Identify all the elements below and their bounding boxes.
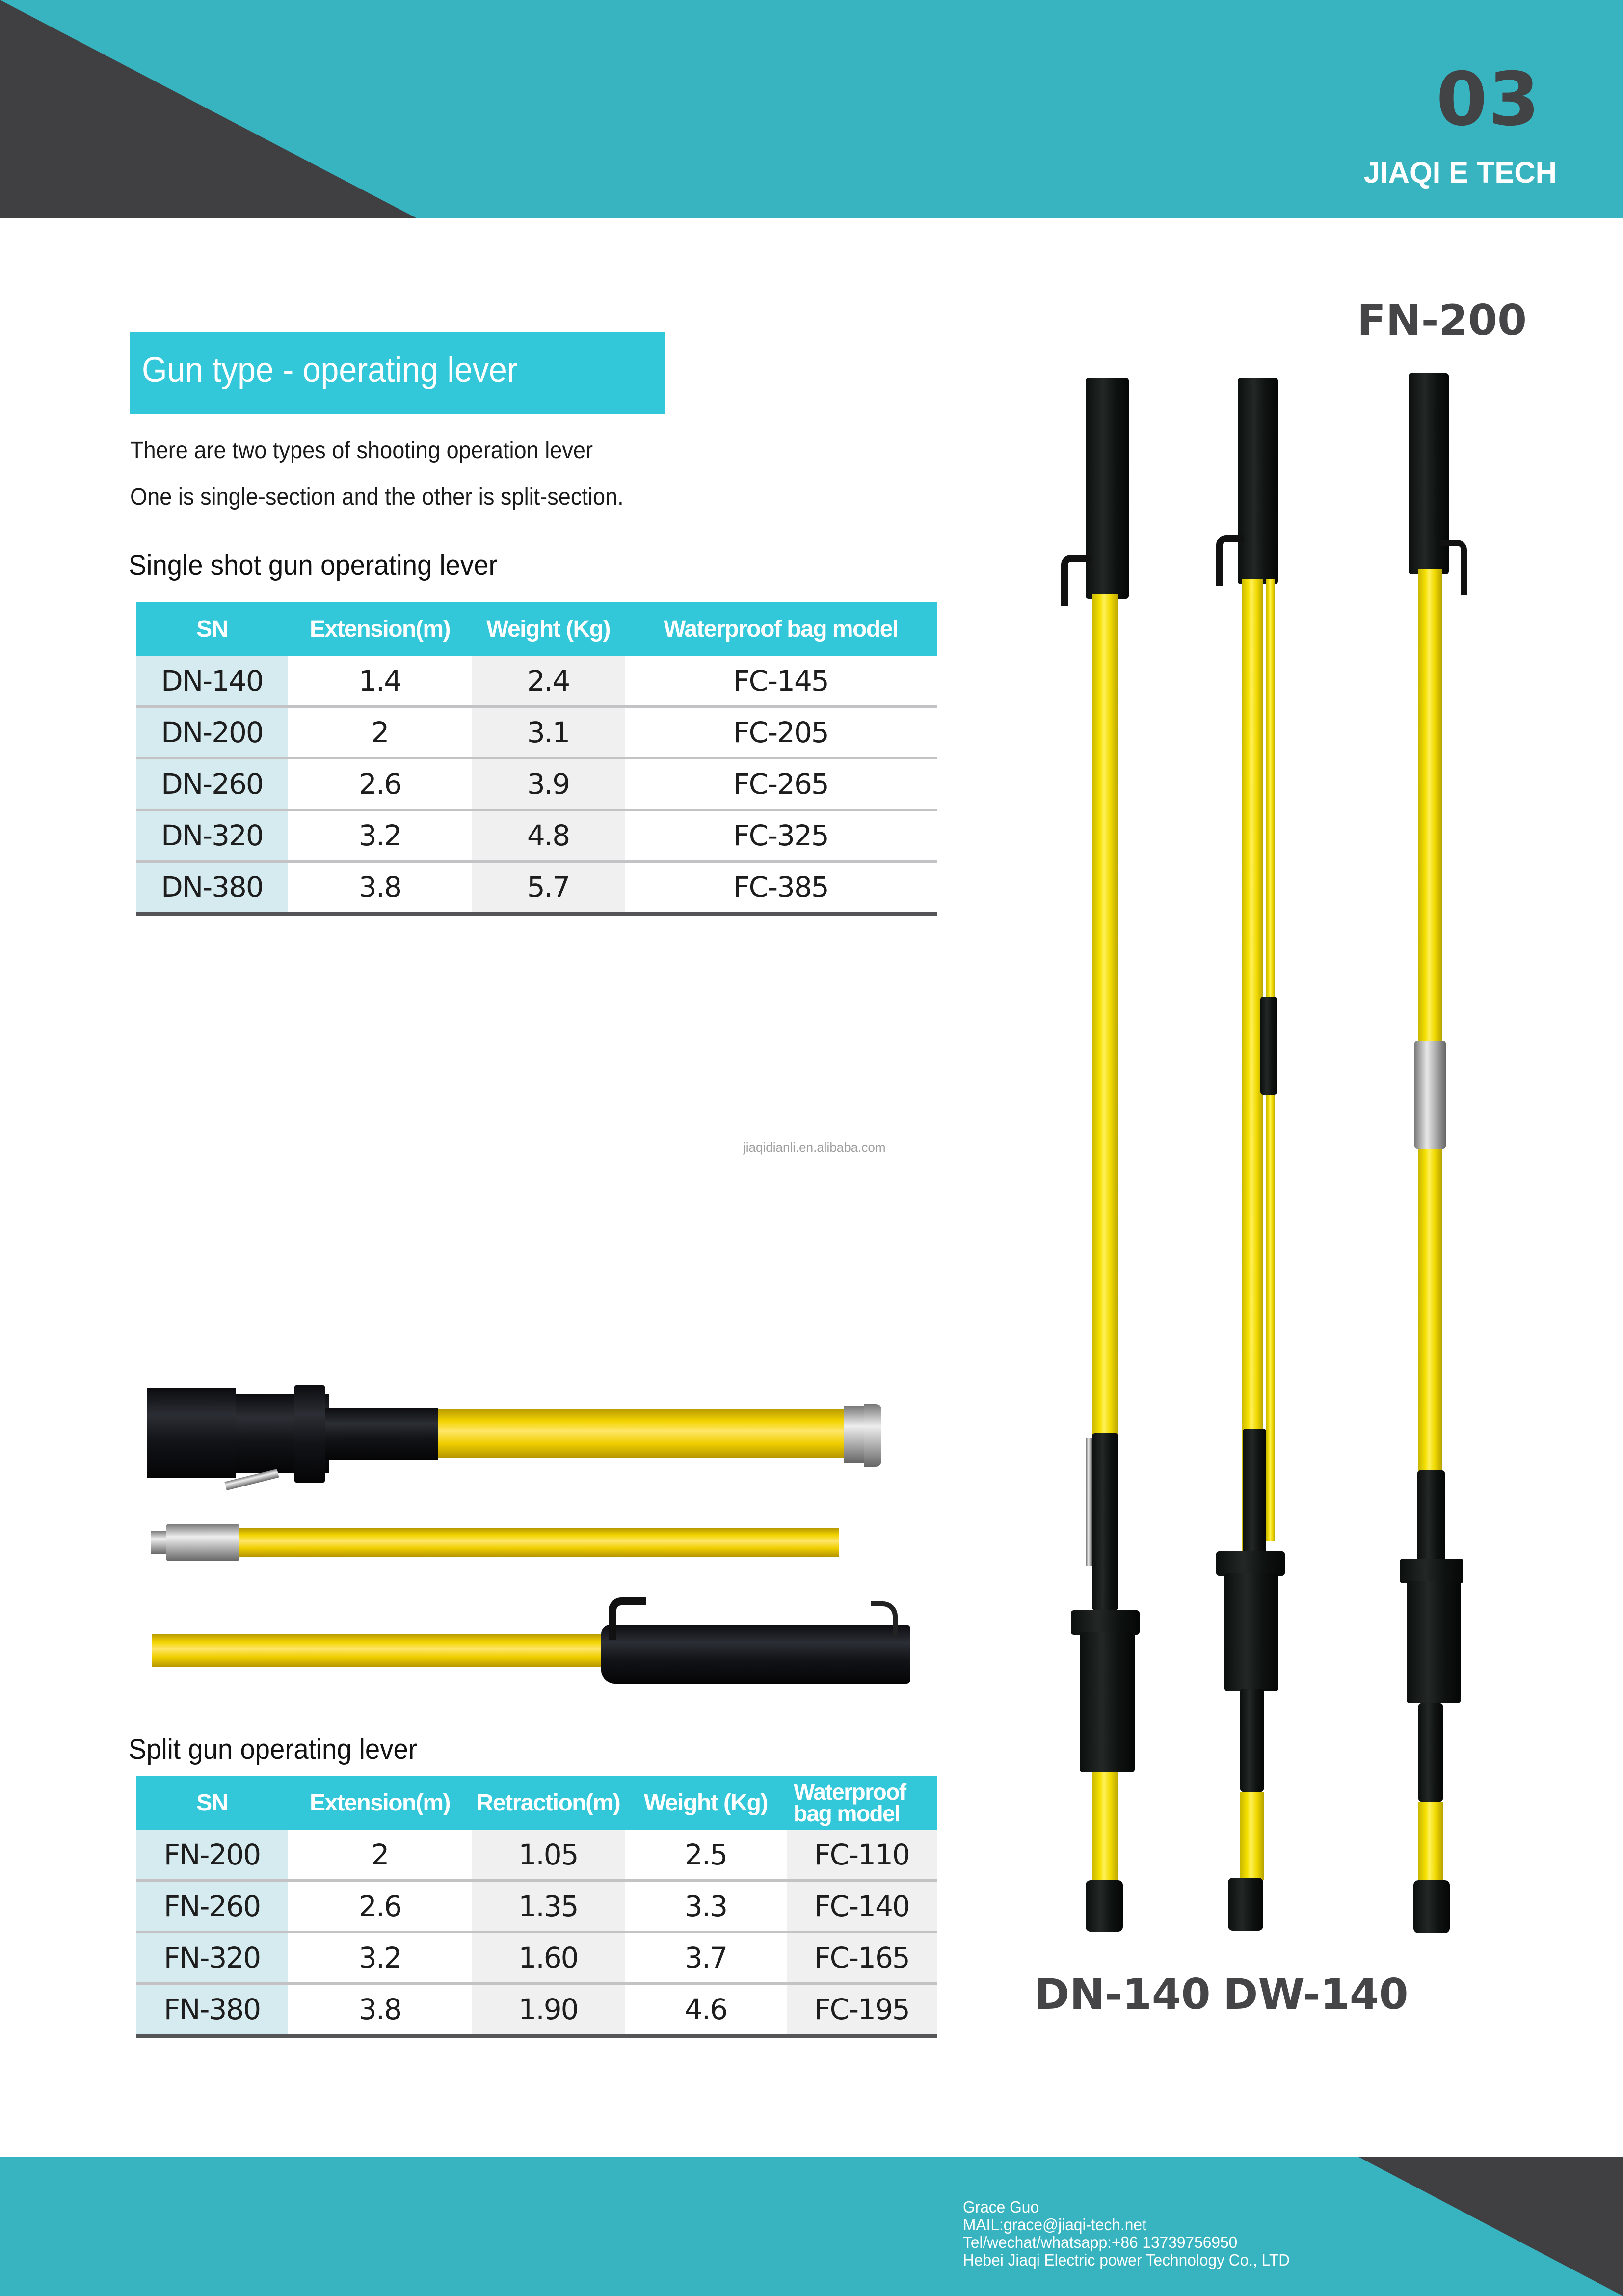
- yellow-rod: [438, 1409, 845, 1458]
- cell-extension: 1.4: [288, 656, 472, 707]
- cell-extension: 2.6: [288, 1881, 472, 1932]
- black-sleeve: [1240, 1689, 1264, 1792]
- col-header-retraction: Retraction(m): [472, 1776, 625, 1830]
- cell-weight: 4.6: [625, 1984, 787, 2036]
- cell-bag-model: FC-195: [787, 1984, 937, 2036]
- col-header-sn: SN: [136, 1776, 288, 1830]
- col-header-weight: Weight (Kg): [625, 1776, 787, 1830]
- table-header-row: [136, 602, 937, 656]
- table-row: [136, 1984, 937, 2036]
- page-footer: [0, 2157, 1623, 2296]
- single-shot-spec-table: [136, 602, 937, 916]
- watermark-text: jiaqidianli.en.alibaba.com: [743, 1140, 886, 1155]
- cell-weight: 4.8: [472, 810, 625, 862]
- grip-housing: [1224, 1573, 1278, 1691]
- black-sleeve: [1417, 1470, 1445, 1564]
- collar: [1400, 1559, 1463, 1583]
- black-sleeve: [1418, 1703, 1443, 1802]
- cell-sn: FN-200: [136, 1830, 288, 1881]
- collar: [1071, 1610, 1140, 1635]
- model-label-dw-140: DW-140: [1223, 1970, 1409, 2019]
- cell-extension: 3.2: [288, 1932, 472, 1984]
- black-housing: [147, 1388, 236, 1478]
- cell-bag-model: FC-110: [787, 1830, 937, 1881]
- black-sleeve: [325, 1408, 438, 1460]
- cell-weight: 2.4: [472, 656, 625, 707]
- table-row: [136, 810, 937, 862]
- col-header-sn: SN: [136, 602, 288, 656]
- col-header-bag-model: Waterproof bag model: [787, 1776, 937, 1830]
- cell-bag-model: FC-325: [625, 810, 937, 862]
- cell-weight: 3.9: [472, 758, 625, 810]
- page-header: [0, 0, 1623, 218]
- cell-extension: 3.2: [288, 810, 472, 862]
- table-row: [136, 1881, 937, 1932]
- cell-weight: 3.1: [472, 707, 625, 758]
- contact-phone: Tel/wechat/whatsapp:+86 13739756950: [963, 2233, 1238, 2251]
- metal-rail: [1086, 1438, 1092, 1566]
- thread-tip: [151, 1531, 166, 1554]
- rear-hook-icon: [871, 1601, 898, 1636]
- yellow-rod: [1092, 1772, 1118, 1880]
- yellow-rod: [1240, 1792, 1264, 1880]
- collar: [1216, 1551, 1285, 1576]
- cell-extension: 2: [288, 1830, 472, 1881]
- yellow-rod: [1418, 1802, 1443, 1883]
- model-label-fn-200: FN-200: [1357, 296, 1527, 345]
- cell-bag-model: FC-205: [625, 707, 937, 758]
- table-row: [136, 656, 937, 707]
- cell-bag-model: FC-165: [787, 1932, 937, 1984]
- rod-clip: [1260, 997, 1277, 1095]
- contact-company: Hebei Jiaqi Electric power Technology Co., LTD: [963, 2251, 1290, 2269]
- model-label-dn-140: DN-140: [1035, 1970, 1211, 2019]
- cell-extension: 3.8: [288, 1984, 472, 2036]
- brand-name: JIAQI E TECH: [1363, 156, 1557, 189]
- cell-weight: 3.7: [625, 1932, 787, 1984]
- end-cap: [1228, 1878, 1263, 1931]
- col-header-weight: Weight (Kg): [472, 602, 625, 656]
- single-shot-heading: Single shot gun operating lever: [129, 549, 498, 581]
- black-clamp: [294, 1385, 325, 1483]
- cell-bag-model: FC-140: [787, 1881, 937, 1932]
- cell-retraction: 1.90: [472, 1984, 625, 2036]
- cell-extension: 2: [288, 707, 472, 758]
- cell-weight: 3.3: [625, 1881, 787, 1932]
- page-number: 03: [1436, 57, 1541, 142]
- cell-sn: DN-260: [136, 758, 288, 810]
- black-sleeve: [1092, 1433, 1118, 1610]
- table-row: [136, 707, 937, 758]
- table-row: [136, 1932, 937, 1984]
- yellow-rod: [152, 1634, 606, 1667]
- black-hook-head: [601, 1625, 910, 1684]
- cell-retraction: 1.05: [472, 1830, 625, 1881]
- hook-icon: [1061, 555, 1091, 606]
- split-heading: Split gun operating lever: [129, 1733, 417, 1765]
- hook-icon: [1440, 540, 1467, 595]
- grip-housing: [1407, 1581, 1461, 1703]
- contact-block: [963, 2198, 1304, 2269]
- cell-sn: DN-320: [136, 810, 288, 862]
- intro-line-1: There are two types of shooting operation lever: [130, 437, 593, 463]
- grip-housing: [1080, 1632, 1135, 1772]
- cell-retraction: 1.60: [472, 1932, 625, 1984]
- split-spec-table: [136, 1776, 937, 2038]
- metal-coupler: [1414, 1041, 1446, 1149]
- cell-sn: DN-200: [136, 707, 288, 758]
- table-row: [136, 758, 937, 810]
- cell-extension: 2.6: [288, 758, 472, 810]
- cell-sn: DN-380: [136, 862, 288, 914]
- front-hook-icon: [609, 1597, 646, 1640]
- cell-bag-model: FC-265: [625, 758, 937, 810]
- yellow-rod: [239, 1528, 439, 1557]
- metal-connector: [166, 1524, 239, 1561]
- yellow-rod: [1418, 569, 1442, 1041]
- hook-icon: [1216, 535, 1244, 586]
- pole-head: [1238, 378, 1278, 584]
- cell-weight: 5.7: [472, 862, 625, 914]
- cell-sn: DN-140: [136, 656, 288, 707]
- end-cap: [1413, 1880, 1450, 1933]
- footer-dark-triangle: [1358, 2157, 1623, 2296]
- cell-bag-model: FC-385: [625, 862, 937, 914]
- section-title: Gun type - operating lever: [142, 351, 518, 390]
- section-title-bar: [130, 332, 665, 414]
- intro-line-2: One is single-section and the other is split-section.: [130, 484, 624, 510]
- yellow-rod: [1092, 594, 1118, 1438]
- contact-email: MAIL:grace@jiaqi-tech.net: [963, 2215, 1146, 2234]
- yellow-rod: [439, 1528, 839, 1557]
- table-header-row: [136, 1776, 937, 1830]
- cell-bag-model: FC-145: [625, 656, 937, 707]
- cell-extension: 3.8: [288, 862, 472, 914]
- knurled-cap: [864, 1404, 881, 1467]
- cell-retraction: 1.35: [472, 1881, 625, 1932]
- yellow-rod: [1418, 1149, 1442, 1473]
- col-header-extension: Extension(m): [288, 602, 472, 656]
- cell-sn: FN-320: [136, 1932, 288, 1984]
- pole-head: [1086, 378, 1129, 599]
- cell-weight: 2.5: [625, 1830, 787, 1881]
- black-sleeve: [1243, 1429, 1266, 1556]
- contact-name: Grace Guo: [963, 2198, 1039, 2216]
- end-cap: [1086, 1880, 1123, 1932]
- cell-sn: FN-260: [136, 1881, 288, 1932]
- cell-sn: FN-380: [136, 1984, 288, 2036]
- col-header-extension: Extension(m): [288, 1776, 472, 1830]
- metal-fitting: [844, 1406, 864, 1463]
- col-header-bag-model: Waterproof bag model: [625, 602, 937, 656]
- table-row: [136, 862, 937, 914]
- header-dark-triangle: [0, 0, 417, 218]
- table-row: [136, 1830, 937, 1881]
